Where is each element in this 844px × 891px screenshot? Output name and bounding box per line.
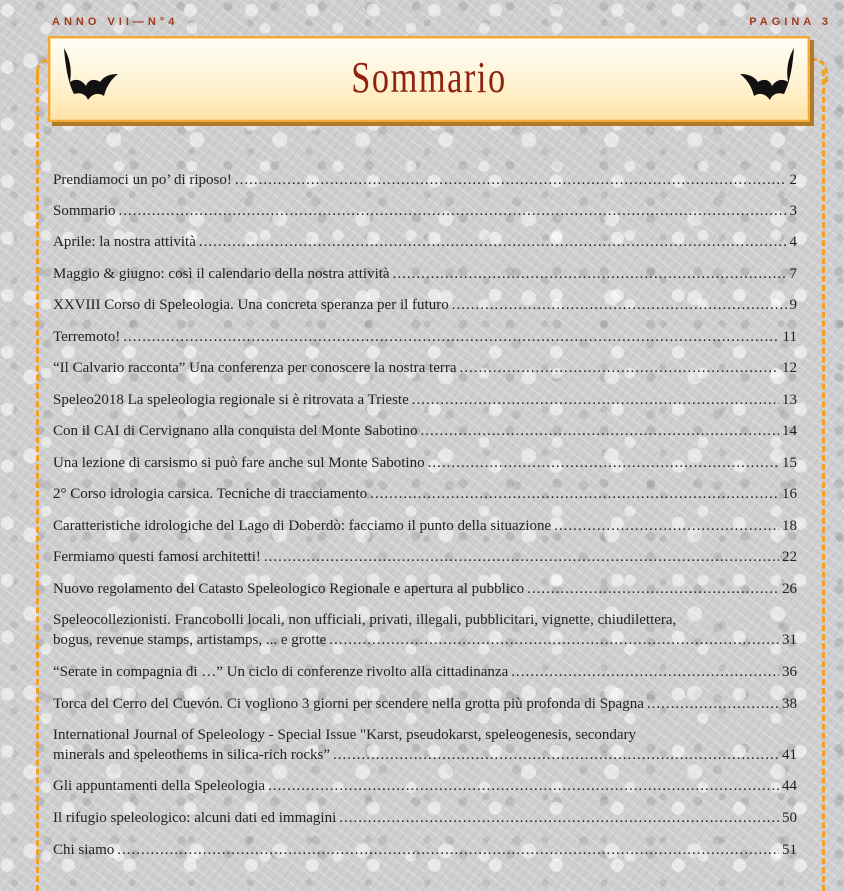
toc-entry[interactable]: XXVIII Corso di Speleologia. Una concreta speranza per il futuro ..... 9 bbox=[53, 295, 797, 315]
toc-entry[interactable]: “Serate in compagnia di …” Un ciclo di conferenze rivolto alla cittadinanza ..... 36 bbox=[53, 662, 797, 682]
toc-entry[interactable]: Maggio & giugno: così il calendario della nostra attività ..... 7 bbox=[53, 264, 797, 284]
toc-entry[interactable]: Speleo2018 La speleologia regionale si è ritrovata a Trieste ..... 13 bbox=[53, 390, 797, 410]
bat-icon bbox=[736, 44, 802, 110]
frame-corner-right bbox=[811, 58, 828, 83]
issue-number: ANNO VII—N°4 bbox=[52, 16, 179, 28]
frame-border-right bbox=[822, 70, 825, 891]
toc-entry[interactable]: “Il Calvario racconta” Una conferenza per conoscere la nostra terra ..... 12 bbox=[53, 358, 797, 378]
toc-entry[interactable]: Aprile: la nostra attività ..... 4 bbox=[53, 232, 797, 252]
toc-entry[interactable]: Prendiamoci un po’ di riposo! ..... 2 bbox=[53, 170, 797, 190]
toc-entry[interactable]: Nuovo regolamento del Catasto Speleologico Regionale e apertura al pubblico ..... 26 bbox=[53, 579, 797, 599]
toc-entry[interactable]: Con il CAI di Cervignano alla conquista del Monte Sabotino ..... 14 bbox=[53, 421, 797, 441]
toc-entry[interactable]: Terremoto! ..... 11 bbox=[53, 327, 797, 347]
toc-entry[interactable]: Fermiamo questi famosi architetti! ..... 22 bbox=[53, 547, 797, 567]
bat-icon bbox=[56, 44, 122, 110]
frame-border-left bbox=[36, 70, 39, 891]
toc-entry[interactable]: Chi siamo ..... 51 bbox=[53, 840, 797, 860]
toc-entry[interactable]: Speleocollezionisti. Francobolli locali, non ufficiali, privati, illegali, pubblicitari, vignette, chiudilettera, bogus, revenue stamps, artistamps, ... e grotte ..... 31 bbox=[53, 610, 797, 650]
toc-entry[interactable]: 2° Corso idrologia carsica. Tecniche di tracciamento ..... 16 bbox=[53, 484, 797, 504]
toc-entry[interactable]: Gli appuntamenti della Speleologia ..... 44 bbox=[53, 776, 797, 796]
page-title: Sommario bbox=[351, 53, 507, 102]
toc-entry[interactable]: Caratteristiche idrologiche del Lago di Doberdò: facciamo il punto della situazione ..... 18 bbox=[53, 516, 797, 536]
page-number: PAGINA 3 bbox=[749, 16, 832, 28]
toc-entry[interactable]: Una lezione di carsismo si può fare anche sul Monte Sabotino ..... 15 bbox=[53, 453, 797, 473]
title-banner bbox=[48, 36, 810, 122]
toc-entry[interactable]: International Journal of Speleology - Special Issue "Karst, pseudokarst, speleogenesis, secondary minerals and speleothems in silica-rich rocks” ..... 41 bbox=[53, 725, 797, 765]
toc-entry[interactable]: Il rifugio speleologico: alcuni dati ed immagini ..... 50 bbox=[53, 808, 797, 828]
toc-entry[interactable]: Sommario ..... 3 bbox=[53, 201, 797, 221]
toc-entry[interactable]: Torca del Cerro del Cuevón. Ci vogliono 3 giorni per scendere nella grotta più profonda di Spagna ..... 38 bbox=[53, 694, 797, 714]
